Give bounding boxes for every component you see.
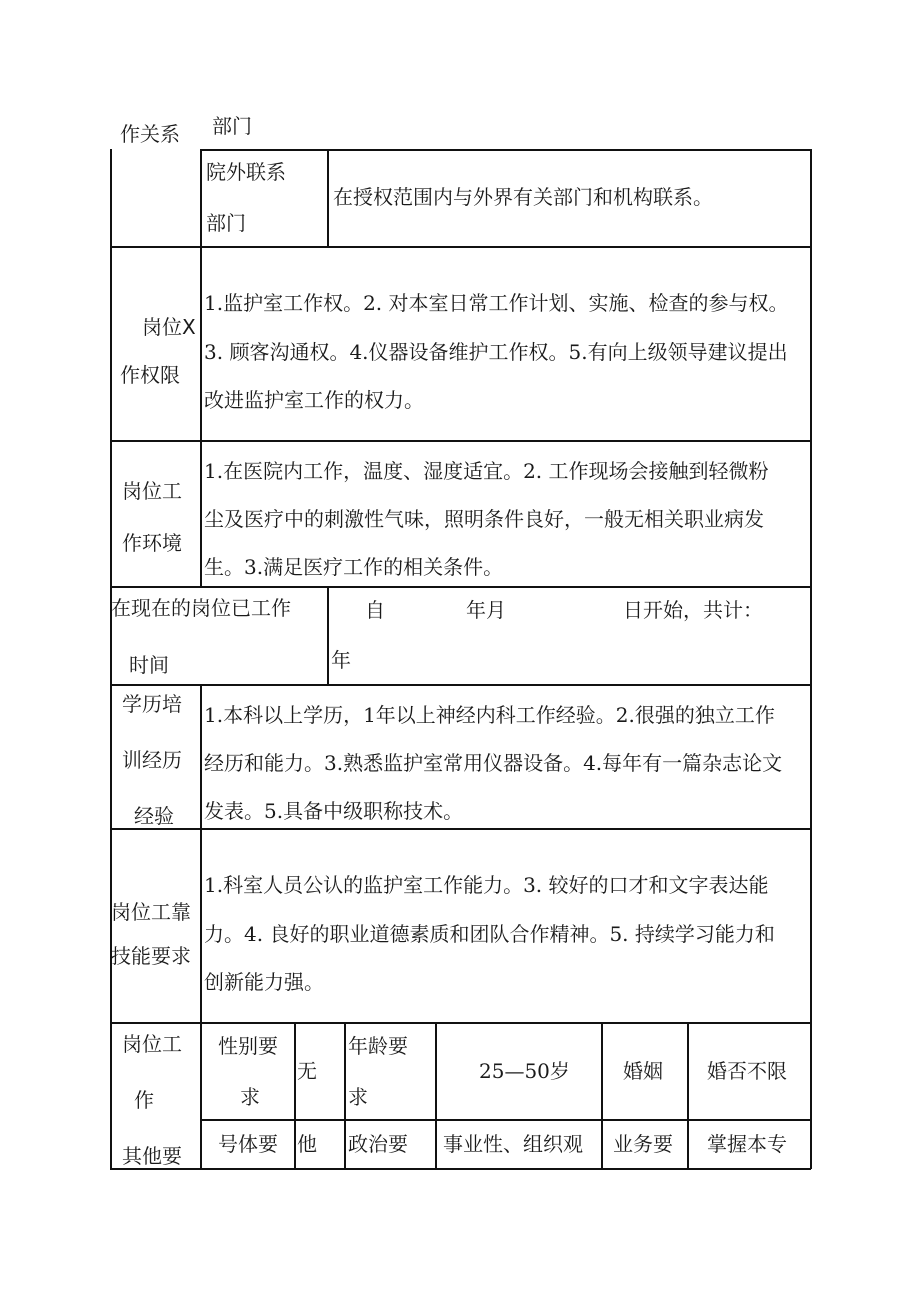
authority-label: 作权限 [120, 363, 180, 387]
contacts-label: 作关系 [120, 122, 180, 146]
education-text: 1.本科以上学历，1年以上神经内科工作经验。2.很强的独立工作 [204, 703, 775, 727]
education-label: 训经历 [122, 748, 182, 772]
grid-line [200, 1119, 811, 1121]
environment-text: 生。3.满足医疗工作的相关条件。 [204, 555, 504, 579]
grid-line [110, 684, 811, 686]
authority-text: 1.监护室工作权。2. 对本室日常工作计划、实施、检查的参与权。 [204, 291, 789, 315]
age-label: 求 [348, 1085, 368, 1109]
grid-line [110, 440, 811, 442]
education-label: 经验 [134, 804, 174, 828]
grid-line [110, 828, 811, 830]
education-text: 经历和能力。3.熟悉监护室常用仪器设备。4.每年有一篇杂志论文 [204, 751, 783, 775]
grid-line [200, 684, 202, 1169]
age-value: 25—50岁 [479, 1059, 570, 1083]
body-label: 号体要 [218, 1132, 278, 1156]
environment-text: 尘及医疗中的刺激性气味，照明条件良好，一般无相关职业病发 [204, 507, 764, 531]
grid-line [687, 1022, 689, 1169]
tenure-year: 年 [331, 648, 351, 672]
grid-line [110, 149, 112, 1169]
authority-text: 3. 顾客沟通权。4.仪器设备维护工作权。5.有向上级领导建议提出 [204, 340, 788, 364]
grid-line [110, 586, 811, 588]
marriage-label: 婚姻 [623, 1059, 663, 1083]
outside-contact-value: 在授权范围内与外界有关部门和机构联系。 [333, 185, 713, 209]
grid-line [435, 1022, 437, 1169]
skills-text: 力。4. 良好的职业道德素质和团队合作精神。5. 持续学习能力和 [204, 922, 775, 946]
contacts-value: 部门 [212, 114, 252, 138]
authority-text: 改进监护室工作的权力。 [204, 388, 424, 412]
grid-line [810, 149, 812, 1169]
grid-line [294, 1022, 296, 1169]
skills-text: 创新能力强。 [204, 970, 324, 994]
grid-line [200, 149, 811, 151]
other-label: 其他要 [122, 1144, 182, 1168]
grid-line [344, 1022, 346, 1169]
body-value: 他 [297, 1132, 317, 1156]
grid-line [327, 149, 329, 247]
tenure-label: 时间 [129, 653, 169, 677]
politics-label: 政治要 [348, 1132, 408, 1156]
education-text: 发表。5.具备中级职称技术。 [204, 799, 464, 823]
outside-contact-label: 部门 [206, 211, 246, 235]
business-label: 业务要 [613, 1132, 673, 1156]
skills-label: 技能要求 [111, 944, 191, 968]
education-label: 学历培 [122, 692, 182, 716]
tenure-year-month: 年月 [466, 598, 506, 622]
business-value: 掌握本专 [707, 1132, 787, 1156]
grid-line [601, 1022, 603, 1169]
age-label: 年龄要 [348, 1034, 408, 1058]
environment-label: 作环境 [122, 531, 182, 555]
tenure-day-total: 日开始，共计： [623, 598, 763, 622]
skills-label: 岗位工靠 [111, 900, 191, 924]
tenure-label: 在现在的岗位已工作 [111, 596, 291, 620]
politics-value: 事业性、组织观 [443, 1132, 583, 1156]
grid-line [110, 246, 811, 248]
other-label: 作 [134, 1088, 154, 1112]
gender-label: 求 [240, 1085, 260, 1109]
environment-text: 1.在医院内工作，温度、湿度适宜。2. 工作现场会接触到轻微粉 [204, 459, 769, 483]
gender-label: 性别要 [218, 1034, 278, 1058]
skills-text: 1.科室人员公认的监护室工作能力。3. 较好的口才和文字表达能 [204, 873, 769, 897]
tenure-from: 自 [365, 598, 385, 622]
outside-contact-label: 院外联系 [206, 160, 286, 184]
environment-label: 岗位工 [122, 479, 182, 503]
marriage-value: 婚否不限 [707, 1059, 787, 1083]
authority-label: 岗位X [142, 315, 196, 339]
grid-line [110, 1022, 811, 1024]
grid-line [327, 586, 329, 685]
grid-line [110, 1168, 811, 1170]
grid-line [200, 149, 202, 587]
other-label: 岗位工 [122, 1032, 182, 1056]
gender-value: 无 [297, 1059, 317, 1083]
